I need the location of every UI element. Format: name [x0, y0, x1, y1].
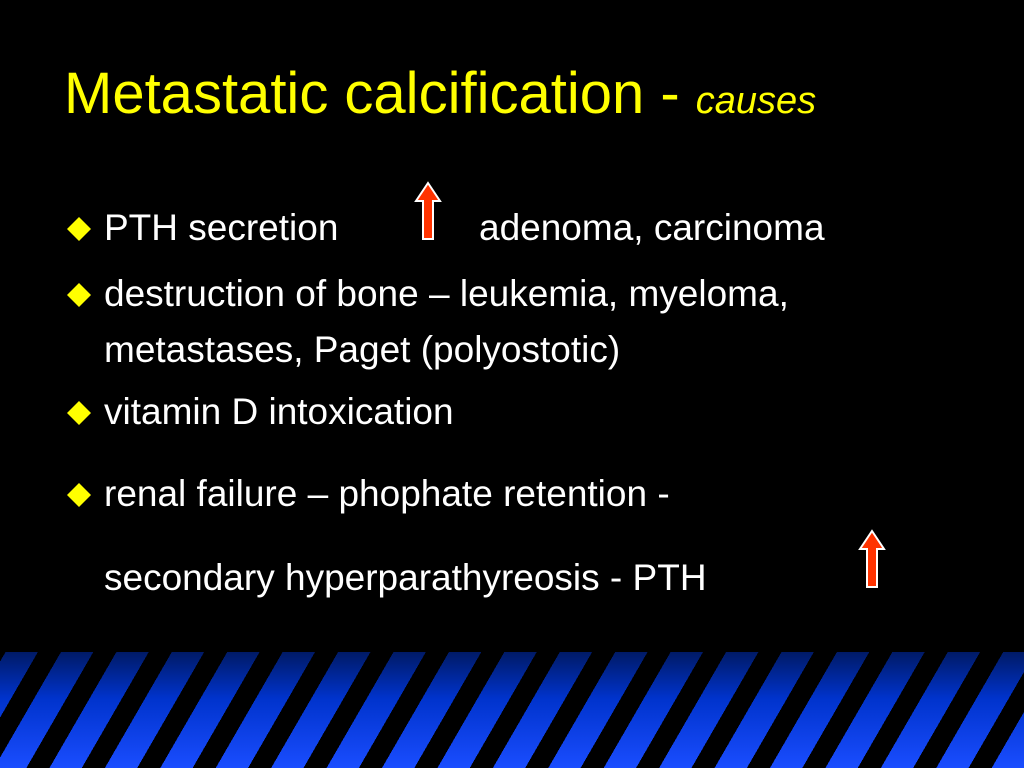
diamond-bullet-icon [66, 216, 92, 242]
diamond-bullet-icon [66, 400, 92, 426]
bullet-4-line-2: secondary hyperparathyreosis - PTH [104, 557, 707, 598]
bullet-4-line-1: renal failure – phophate retention - [104, 473, 670, 514]
bullet-2-line-1: destruction of bone – leukemia, myeloma, [104, 273, 789, 314]
bullet-3-text: vitamin D intoxication [104, 391, 454, 432]
bullet-2-line-2: metastases, Paget (polyostotic) [104, 329, 621, 370]
up-arrow-icon [414, 181, 442, 241]
up-arrow-icon [858, 529, 886, 589]
slide-title-main: Metastatic calcification - [64, 61, 680, 126]
diamond-bullet-icon [66, 282, 92, 308]
decorative-stripe-band [0, 652, 1024, 768]
bullet-1-text: PTH secretion [104, 207, 339, 248]
slide-title [64, 58, 816, 137]
diamond-bullet-icon [66, 482, 92, 508]
slide-title-suffix: causes [695, 80, 817, 122]
bullet-1-suffix: adenoma, carcinoma [479, 207, 825, 248]
